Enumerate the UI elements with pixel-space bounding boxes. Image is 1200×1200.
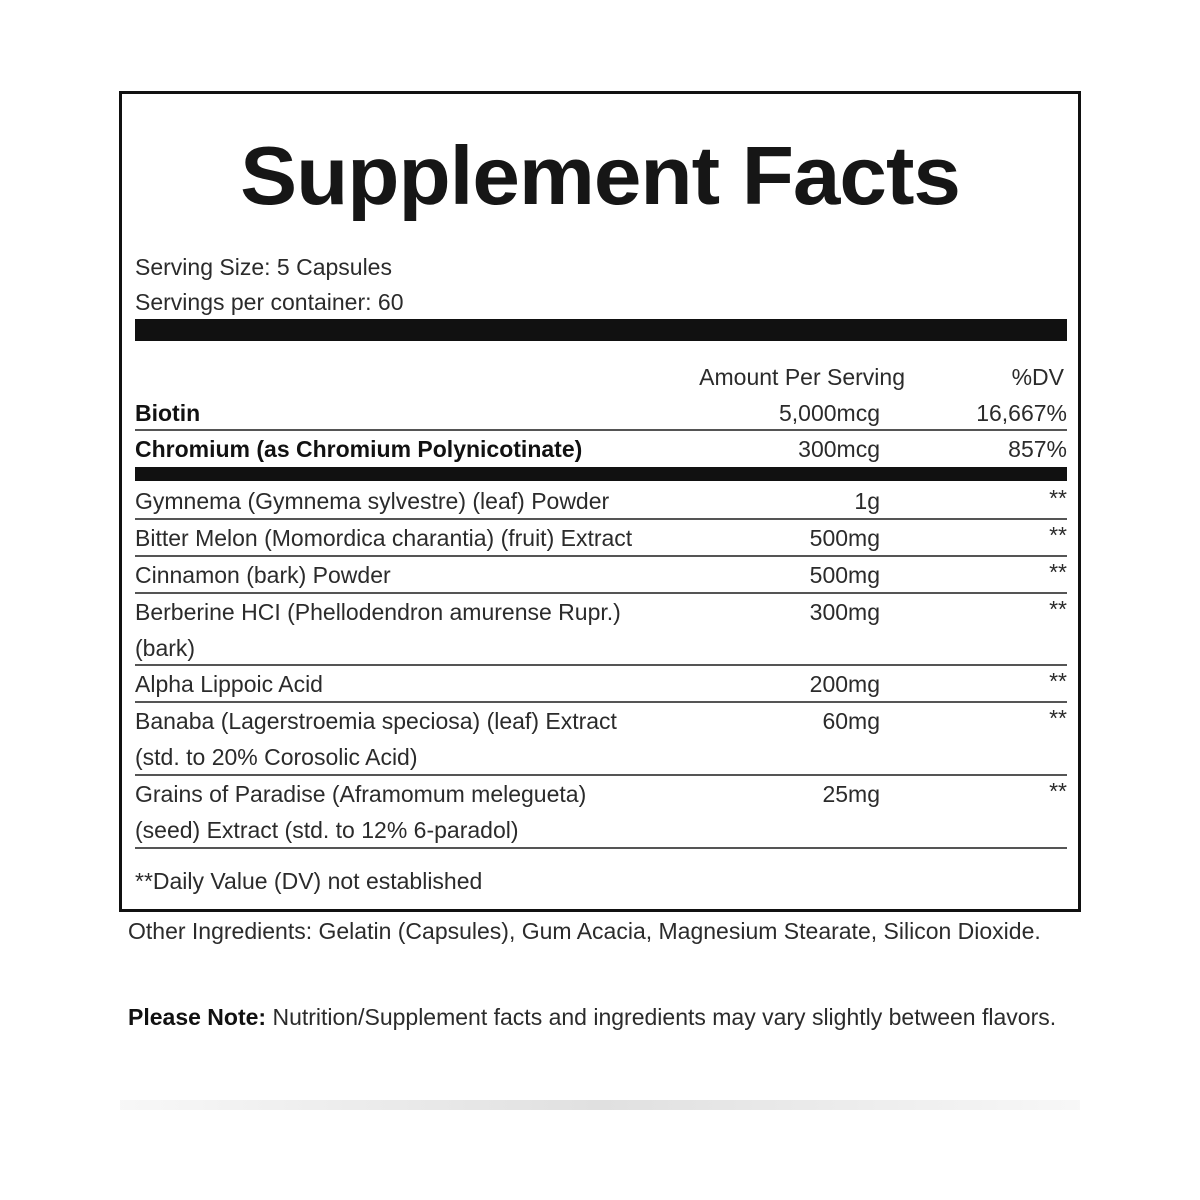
ingredient-amount: 500mg bbox=[809, 525, 880, 551]
ingredient-dv: ** bbox=[1049, 778, 1067, 804]
please-note bbox=[128, 999, 1069, 1035]
ingredient-amount: 1g bbox=[854, 488, 880, 514]
ingredient-name: Gymnema (Gymnema sylvestre) (leaf) Powder bbox=[135, 488, 610, 514]
ingredient-name: Chromium (as Chromium Polynicotinate) bbox=[135, 436, 583, 462]
ingredient-dv: ** bbox=[1049, 522, 1067, 548]
supplement-facts-panel bbox=[119, 91, 1081, 912]
servings-per-container: Servings per container: 60 bbox=[135, 289, 404, 315]
ingredient-amount: 200mg bbox=[809, 671, 880, 697]
ingredient-amount: 300mcg bbox=[798, 436, 880, 462]
ingredient-name: Cinnamon (bark) Powder bbox=[135, 562, 391, 588]
ingredient-amount: 25mg bbox=[822, 781, 880, 807]
ingredient-dv: 857% bbox=[1008, 436, 1067, 462]
ingredient-name: Banaba (Lagerstroemia speciosa) (leaf) Extract bbox=[135, 708, 617, 734]
other-ingredients: Other Ingredients: Gelatin (Capsules), Gum Acacia, Magnesium Stearate, Silicon Dioxide. bbox=[128, 918, 1041, 944]
ingredient-dv: ** bbox=[1049, 668, 1067, 694]
ingredient-amount: 5,000mcg bbox=[778, 400, 880, 426]
ingredient-dv: ** bbox=[1049, 705, 1067, 731]
ingredient-name: Berberine HCI (Phellodendron amurense Rupr.) bbox=[135, 599, 621, 625]
serving-size: Serving Size: 5 Capsules bbox=[135, 254, 392, 280]
ingredient-dv: ** bbox=[1049, 596, 1067, 622]
ingredient-name: Biotin bbox=[135, 400, 201, 426]
ingredient-name-continued: (std. to 20% Corosolic Acid) bbox=[135, 744, 418, 770]
table-row bbox=[135, 395, 1067, 431]
ingredient-dv: ** bbox=[1049, 485, 1067, 511]
ingredient-name-continued: (seed) Extract (std. to 12% 6-paradol) bbox=[135, 817, 519, 843]
table-row bbox=[135, 557, 1067, 594]
table-row bbox=[135, 520, 1067, 557]
ingredient-amount: 300mg bbox=[809, 599, 880, 625]
ingredient-name: Grains of Paradise (Aframomum melegueta) bbox=[135, 781, 587, 807]
panel-title: Supplement Facts bbox=[240, 129, 960, 222]
thick-divider bbox=[135, 319, 1067, 341]
please-note-text: Nutrition/Supplement facts and ingredients may vary slightly between flavors. bbox=[266, 1004, 1057, 1030]
table-row bbox=[135, 483, 1067, 520]
table-row bbox=[135, 776, 1067, 849]
bottom-shadow bbox=[120, 1100, 1080, 1110]
ingredient-name: Bitter Melon (Momordica charantia) (fruit) Extract bbox=[135, 525, 633, 551]
ingredient-amount: 60mg bbox=[822, 708, 880, 734]
table-row bbox=[135, 703, 1067, 776]
daily-value-header: %DV bbox=[1011, 364, 1064, 390]
ingredient-name-continued: (bark) bbox=[135, 635, 196, 661]
table-row bbox=[135, 594, 1067, 666]
ingredient-name: Alpha Lippoic Acid bbox=[135, 671, 323, 697]
ingredient-dv: ** bbox=[1049, 559, 1067, 585]
amount-per-serving-header: Amount Per Serving bbox=[699, 364, 905, 390]
table-row bbox=[135, 431, 1067, 467]
table-row bbox=[135, 666, 1067, 703]
ingredient-amount: 500mg bbox=[809, 562, 880, 588]
thick-divider bbox=[135, 467, 1067, 481]
daily-value-footnote: **Daily Value (DV) not established bbox=[135, 868, 483, 894]
ingredient-dv: 16,667% bbox=[976, 400, 1067, 426]
please-note-label: Please Note: bbox=[128, 1004, 267, 1030]
